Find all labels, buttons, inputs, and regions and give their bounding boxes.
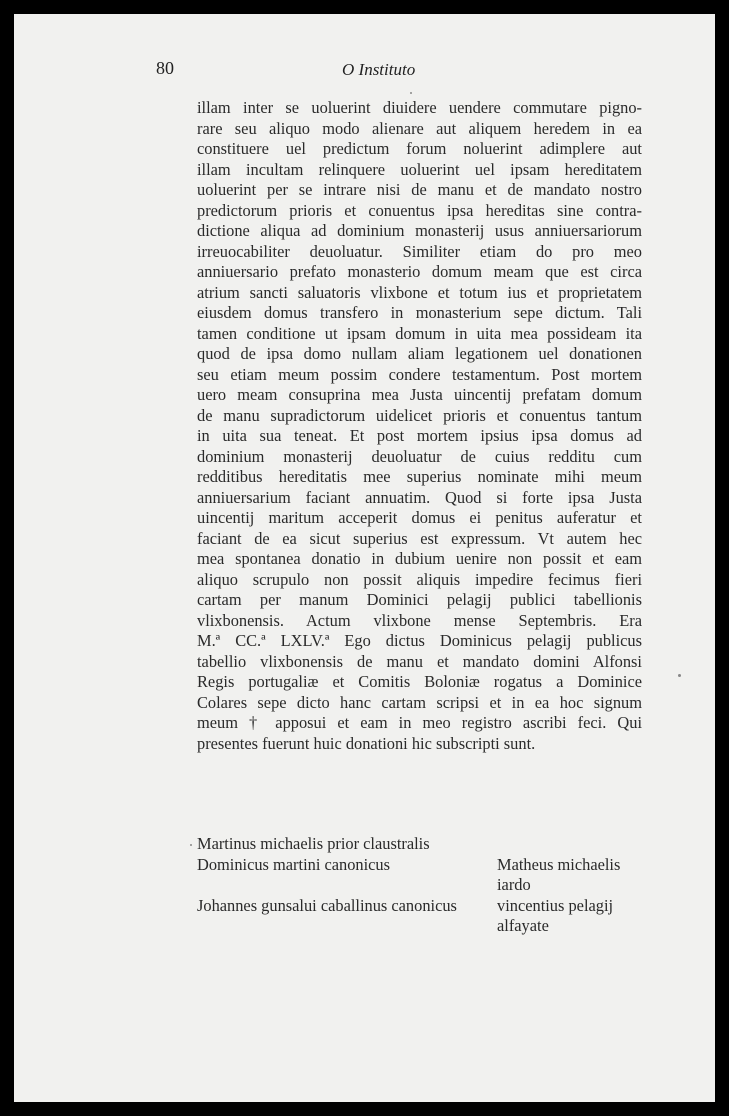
body-line: presentes fuerunt huic donationi hic subscripti sunt. (197, 733, 536, 753)
body-line: aliquo scrupulo non possit aliquis impedire fecimus fieri (197, 569, 642, 589)
body-line: quod de ipsa domo nullam aliam legationem uel donationen (197, 344, 642, 363)
body-line: predictorum prioris et conuentus ipsa hereditas sine contra- (197, 200, 642, 220)
body-line: in uita sua teneat. Et post mortem ipsius ipsa domus ad (197, 426, 642, 445)
witness-row (197, 834, 667, 855)
witness-name: Matheus michaelis (497, 854, 621, 874)
body-line: dominium monasterij deuoluatur de cuius redditu cum (197, 446, 642, 466)
witness-name-continued: iardo (497, 875, 531, 894)
body-line: uero meam consuprina mea Justa uincentij prefatam domum (197, 385, 642, 404)
body-line: M.ª CC.ª LXLV.ª Ego dictus Dominicus pelagij publicus (197, 631, 642, 650)
body-line: cartam per manum Dominici pelagij publici tabellionis (197, 590, 642, 609)
body-line: meum † apposui et eam in meo registro ascribi feci. Qui (197, 713, 642, 732)
body-text (197, 98, 642, 754)
witness-row (197, 855, 667, 876)
body-line: tamen conditione ut ipsam domum in uita mea possideam ita (197, 323, 642, 343)
body-line: irreuocabiliter deuoluatur. Similiter etiam do pro meo (197, 241, 642, 261)
witness-name: Dominicus martini canonicus (197, 854, 391, 874)
body-line: illam incultam relinquere uoluerint uel ipsam hereditatem (197, 159, 642, 179)
page-number: 80 (156, 58, 174, 78)
body-line: tabellio vlixbonensis de manu et mandato domini Alfonsi (197, 651, 642, 671)
body-line: anniuersario prefato monasterio domum meam que est circa (197, 262, 642, 281)
body-line: de manu supradictorum uidelicet prioris et conuentus tantum (197, 405, 642, 425)
scan-speck (410, 92, 412, 94)
body-line: redditibus hereditatis mee superius nominate mihi meum (197, 467, 642, 486)
body-line: uoluerint per se intrare nisi de manu et de mandato nostro (197, 180, 642, 199)
body-line: illam inter se uoluerint diuidere uendere commutare pigno- (197, 98, 642, 117)
body-line: anniuersarium faciant annuatim. Quod si forte ipsa Justa (197, 487, 642, 507)
body-line: dictione aliqua ad dominium monasterij usus anniuersariorum (197, 221, 642, 240)
body-line: vlixbonensis. Actum vlixbone mense Septembris. Era (197, 610, 642, 630)
witness-name: vincentius pelagij (497, 895, 614, 915)
witness-row (197, 896, 667, 917)
body-line: seu etiam meum possim condere testamentum. Post mortem (197, 364, 642, 384)
witness-row (197, 875, 667, 896)
body-line: faciant de ea sicut superius est expressum. Vt autem hec (197, 528, 642, 548)
body-line: eiusdem domus transfero in monasterium sepe dictum. Tali (197, 303, 642, 322)
witness-name: Johannes gunsalui caballinus canonicus (197, 895, 457, 915)
scan-speck (190, 844, 192, 846)
scan-speck (678, 674, 681, 677)
witness-prior: Martinus michaelis prior claustralis (197, 834, 430, 853)
body-line: constituere uel predictum forum noluerint adimplere aut (197, 139, 642, 158)
body-line: Colares sepe dicto hanc cartam scripsi et in ea hoc signum (197, 692, 642, 712)
body-line: Regis portugaliæ et Comitis Boloniæ rogatus a Dominice (197, 672, 642, 691)
body-line: atrium sancti saluatoris vlixbone et totum ius et proprietatem (197, 282, 642, 302)
body-line: rare seu aliquo modo alienare aut aliquem heredem in ea (197, 118, 642, 138)
body-line: uincentij maritum acceperit domus ei penitus auferatur et (197, 508, 642, 527)
witness-list (197, 834, 667, 937)
document-page (14, 14, 715, 1102)
witness-name-continued: alfayate (497, 916, 549, 935)
running-title: O Instituto (342, 60, 416, 79)
witness-row (197, 916, 667, 937)
body-line: mea spontanea donatio in dubium uenire non possit et eam (197, 549, 642, 568)
